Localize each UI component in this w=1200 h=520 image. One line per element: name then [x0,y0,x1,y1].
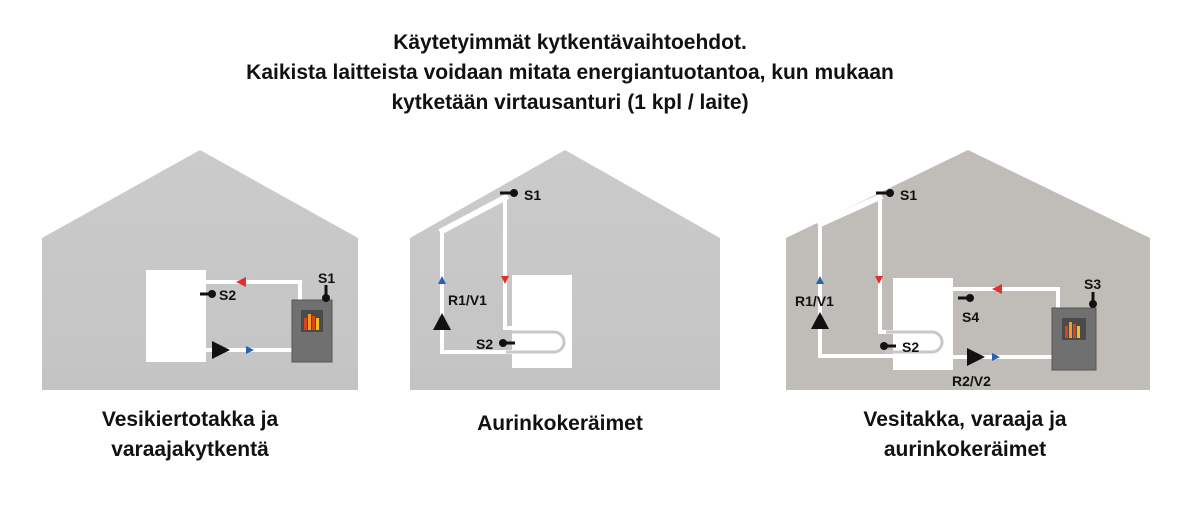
sensor-s1 [510,189,518,197]
sensor-s1 [322,294,330,302]
label-s3: S3 [1084,276,1102,292]
caption-line-2: varaajakytkentä [111,438,269,461]
caption-panel-2 [440,409,680,439]
sensor-s2 [880,342,888,350]
sensor-s4 [966,294,974,302]
sensor-s3 [1089,300,1097,308]
caption-panel-1 [60,405,320,465]
heading-line-2: Kaikista laitteista voidaan mitata energiantuotantoa, kun mukaan [246,61,894,84]
label-s1: S1 [318,270,336,286]
heading-line-1: Käytetyimmät kytkentävaihtoehdot. [393,31,747,54]
label-s4: S4 [962,309,980,325]
panel-solar-collectors [410,150,720,390]
sensor-s1 [886,189,894,197]
sensor-s2 [499,339,507,347]
caption-line-2: aurinkokeräimet [883,438,1047,461]
heading-line-3: kytketään virtausanturi (1 kpl / laite) [391,91,749,114]
sensor-s2 [208,290,216,298]
caption-line-1: Aurinkokeräimet [477,412,643,435]
panel-fireplace-tank [42,150,358,390]
label-s1: S1 [900,187,918,203]
label-s2: S2 [902,339,920,355]
caption-line-1: Vesitakka, varaaja ja [863,408,1067,431]
panel-fireplace-tank-solar [786,150,1150,390]
label-s2: S2 [219,287,237,303]
storage-tank [893,278,953,370]
label-r1v1: R1/V1 [795,293,834,309]
caption-panel-3 [830,405,1100,465]
storage-tank [146,270,206,362]
caption-line-1: Vesikiertotakka ja [101,408,279,431]
label-r1v1: R1/V1 [448,292,487,308]
storage-tank [512,275,572,368]
label-s2: S2 [476,336,494,352]
label-r2v2: R2/V2 [952,373,991,389]
label-s1: S1 [524,187,542,203]
